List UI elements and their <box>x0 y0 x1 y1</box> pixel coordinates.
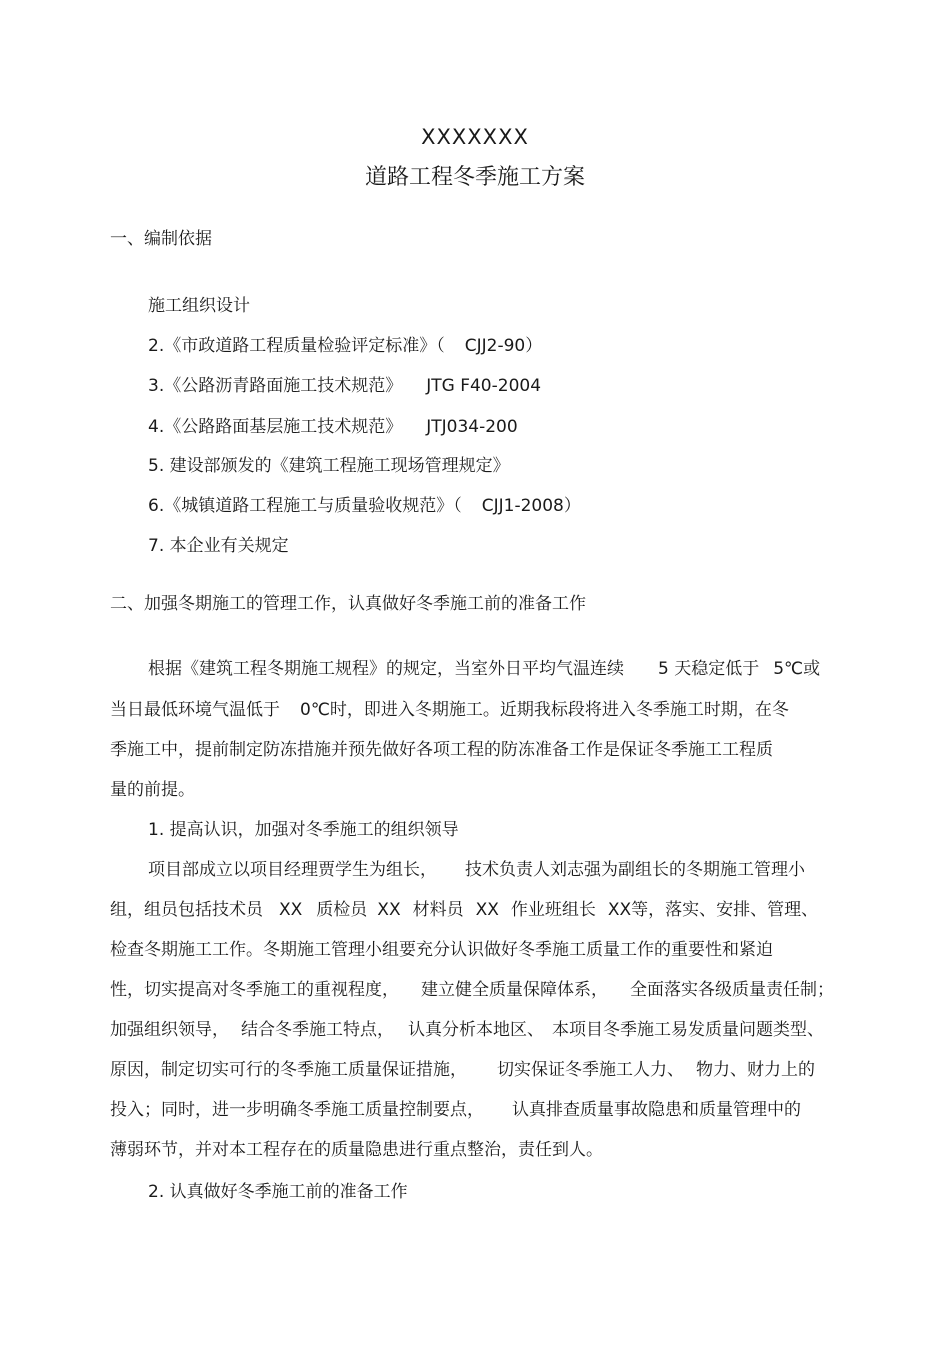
paragraph-line <box>110 902 818 919</box>
text-run: 认真分析本地区、 <box>408 1020 544 1040</box>
text-run: XX <box>279 900 303 920</box>
text-run: 物力、财力上的 <box>696 1060 815 1080</box>
text-run: 5 天稳定低于 <box>658 659 760 679</box>
list-item-text: 3.《公路沥青路面施工技术规范》 <box>148 376 403 396</box>
paragraph-line <box>110 1062 815 1079</box>
text-run: 认真排查质量事故隐患和质量管理中的 <box>512 1100 801 1120</box>
text-run: 5℃或 <box>773 659 821 679</box>
text-run: 当日最低环境气温低于 <box>110 700 280 720</box>
paragraph-line <box>148 862 805 879</box>
list-item-code: JTG F40-2004 <box>426 376 542 396</box>
list-item-text: 4.《公路路面基层施工技术规范》 <box>148 417 403 437</box>
list-item <box>148 378 541 395</box>
list-item <box>148 419 518 436</box>
list-item-text: 6.《城镇道路工程施工与质量验收规范》（ <box>148 496 462 516</box>
document-subtitle: 道路工程冬季施工方案 <box>364 165 585 190</box>
text-run: XX <box>377 900 401 920</box>
text-run: 原因，制定切实可行的冬季施工质量保证措施， <box>110 1060 467 1080</box>
section-heading: 一、编制依据 <box>110 229 212 249</box>
text-run: 性，切实提高对冬季施工的重视程度， <box>110 980 399 1000</box>
text-run: 建立健全质量保障体系， <box>421 980 608 1000</box>
text-run: XX <box>475 900 499 920</box>
text-run: 切实保证冬季施工人力、 <box>497 1060 684 1080</box>
text-run: 结合冬季施工特点， <box>241 1020 394 1040</box>
text-run: 本项目冬季施工易发质量问题类型、 <box>552 1020 824 1040</box>
text-run: 0℃时，即进入冬期施工。近期我标段将进入冬季施工时期，在冬 <box>300 700 789 720</box>
list-item: 7. 本企业有关规定 <box>148 536 289 556</box>
text-run: 项目部成立以项目经理贾学生为组长， <box>148 860 437 880</box>
text-run: 根据《建筑工程冬期施工规程》的规定，当室外日平均气温连续 <box>148 659 624 679</box>
list-item-code: CJJ2-90） <box>464 336 543 356</box>
text-run: XX等，落实、安排、管理、 <box>607 900 819 920</box>
list-item-code: CJJ1-2008） <box>481 496 581 516</box>
document-title: XXXXXXX <box>421 125 529 149</box>
paragraph-line: 量的前提。 <box>110 780 195 800</box>
list-item: 5. 建设部颁发的《建筑工程施工现场管理规定》 <box>148 456 510 476</box>
text-run: 投入；同时，进一步明确冬季施工质量控制要点， <box>110 1100 484 1120</box>
list-item: 施工组织设计 <box>148 296 250 316</box>
paragraph-line: 检查冬期施工工作。冬期施工管理小组要充分认识做好冬季施工质量工作的重要性和紧迫 <box>110 940 773 960</box>
text-run: 全面落实各级质量责任制； <box>630 980 834 1000</box>
paragraph-line <box>110 1022 824 1039</box>
paragraph-line <box>110 702 789 719</box>
list-item <box>148 338 542 355</box>
text-run: 组，组员包括技术员 <box>110 900 263 920</box>
paragraph-line: 薄弱环节，并对本工程存在的质量隐患进行重点整治，责任到人。 <box>110 1140 603 1160</box>
text-run: 加强组织领导， <box>110 1020 229 1040</box>
paragraph-line <box>110 982 834 999</box>
text-run: 材料员 <box>412 900 464 920</box>
section-heading: 二、加强冬期施工的管理工作，认真做好冬季施工前的准备工作 <box>110 594 586 614</box>
list-item <box>148 498 581 515</box>
text-run: 作业班组长 <box>510 900 596 920</box>
text-run: 质检员 <box>316 900 368 920</box>
list-item-text: 2.《市政道路工程质量检验评定标准》（ <box>148 336 445 356</box>
text-run: 技术负责人刘志强为副组长的冬期施工管理小 <box>465 860 805 880</box>
subsection-heading: 2. 认真做好冬季施工前的准备工作 <box>148 1182 408 1202</box>
paragraph-line <box>110 1102 801 1119</box>
paragraph-line: 季施工中，提前制定防冻措施并预先做好各项工程的防冻准备工作是保证冬季施工工程质 <box>110 740 773 760</box>
list-item-code: JTJ034-200 <box>426 417 518 437</box>
paragraph-line <box>148 661 820 678</box>
subsection-heading: 1. 提高认识，加强对冬季施工的组织领导 <box>148 820 459 840</box>
